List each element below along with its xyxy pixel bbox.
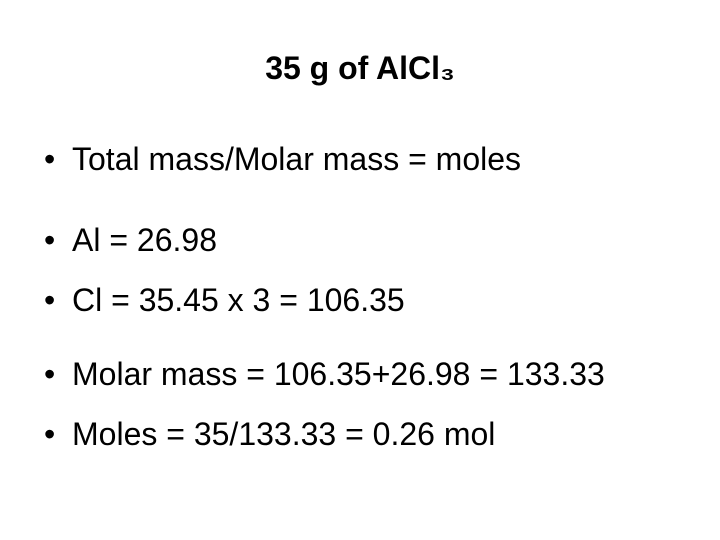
bullet-item-molar-mass: [44, 352, 704, 396]
bullet-item-cl: [44, 278, 704, 322]
bullet-dot-icon: •: [44, 282, 56, 318]
bullet-text: Al = 26.98: [72, 222, 217, 258]
bullet-item-al: [44, 218, 704, 262]
bullet-dot-icon: •: [44, 356, 56, 392]
bullet-text: Cl = 35.45 x 3 = 106.35: [72, 282, 405, 318]
bullet-item-formula: [44, 137, 704, 181]
bullet-text: Total mass/Molar mass = moles: [72, 141, 522, 177]
bullet-dot-icon: •: [44, 141, 56, 177]
bullet-item-moles: [44, 412, 704, 456]
bullet-dot-icon: •: [44, 222, 56, 258]
bullet-text: Moles = 35/133.33 = 0.26 mol: [72, 416, 496, 452]
slide-title: 35 g of AlCl₃: [265, 50, 455, 86]
bullet-dot-icon: •: [44, 416, 56, 452]
bullet-text: Molar mass = 106.35+26.98 = 133.33: [72, 356, 605, 392]
